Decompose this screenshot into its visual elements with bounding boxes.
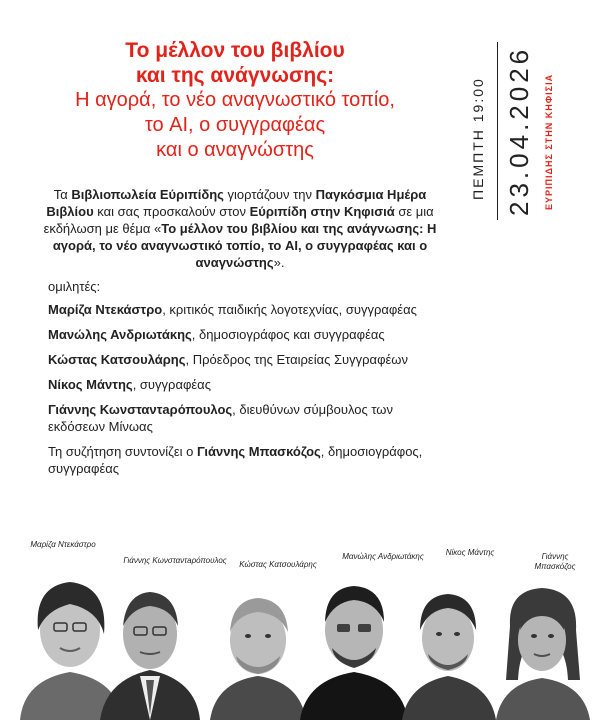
moderator-role: , δημοσιογράφος, συγγραφέας [48,444,423,476]
moderator-name: Γιάννης Μπασκόζος [197,444,321,459]
intro-topic: Το μέλλον του βιβλίου και της ανάγνωσης: Η αγορά, το νέο αναγνωστικό τοπίο, το AI, ο συγγραφέας και ο αναγνώστης [52,221,437,270]
speaker-role: , κριτικός παιδικής λογοτεχνίας, συγγραφέας [162,302,417,317]
speaker-role: , δημοσιογράφος και συγγραφέας [191,327,385,342]
speaker-role: , διευθύνων σύμβουλος των εκδόσεων Μίνωας [48,402,393,434]
speaker-role: , Πρόεδρος της Εταιρείας Συγγραφέων [185,352,408,367]
portrait-2 [100,592,200,720]
speaker-item [48,351,448,368]
title-line-4: το AI, ο συγγραφέας [144,114,326,136]
photo-caption: Γιάννης Κωνσταντaρόπουλος [123,556,227,565]
title-line-2: και της ανάγνωσης: [135,64,335,87]
speaker-name: Μανώλης Ανδριωτάκης [48,327,192,342]
portrait-5 [402,594,496,720]
intro-bookstore: Βιβλιοπωλεία Εύριπίδης [71,187,224,202]
portrait-3 [210,598,306,720]
event-title [40,38,430,163]
photo-caption: Γιάννης Μπασκόζος [534,552,576,571]
moderator-item [48,443,448,477]
speaker-item [48,376,448,393]
speaker-item [48,326,448,343]
moderator-prefix: Τη συζήτηση συντονίζει ο [48,444,197,459]
speaker-item [48,401,448,435]
event-venue: ΕΥΡΙΠΙΔΗΣ ΣΤΗΝ ΚΗΦΙΣΙΑ [544,73,554,210]
intro-venue: Εύριπίδη στην Κηφισιά [249,204,395,219]
speaker-name: Μαρίζα Ντεκάστρο [48,302,163,317]
portraits-art [0,530,600,720]
portrait-4 [300,586,408,720]
divider-rule [497,42,498,220]
intro-text: σε μια εκδήλωση με θέμα « [43,204,434,236]
title-line-1: Το μέλλον του βιβλίου [125,39,345,62]
title-line-3: Η αγορά, το νέο αναγνωστικό τοπίο, [75,89,395,111]
speaker-name: Γιάννης Κωνσταντaρόπουλος [48,402,233,417]
speaker-item [48,301,448,318]
intro-paragraph [40,186,440,271]
photo-caption: Μανώλης Ανδριωτάκης [342,552,424,561]
title-line-5: και ο αναγνώστης [156,139,314,161]
intro-text: Τα [53,187,72,202]
speakers-list [48,278,448,485]
speaker-name: Κώστας Κατσουλάρης [48,352,186,367]
photo-caption: Νίκος Μάντης [445,548,495,557]
photo-caption: Μαρίζα Ντεκάστρο [30,540,96,549]
event-time: ΠΕΜΠΤΗ 19:00 [470,77,486,200]
intro-world-book-day: Παγκόσμια Ημέρα Βιβλίου [46,187,427,219]
speaker-role: , συγγραφέας [132,377,211,392]
speakers-label: ομιλητές: [48,279,101,294]
intro-text: και σας προσκαλούν στον [93,204,250,219]
portrait-6 [496,588,590,720]
intro-text: γιορτάζουν την [223,187,316,202]
intro-text: ». [273,255,285,270]
event-date: 23.04.2026 [504,45,534,216]
photo-caption: Κώστας Κατσουλάρης [239,560,317,569]
speaker-photos [0,530,600,720]
speaker-name: Νίκος Μάντης [48,377,133,392]
